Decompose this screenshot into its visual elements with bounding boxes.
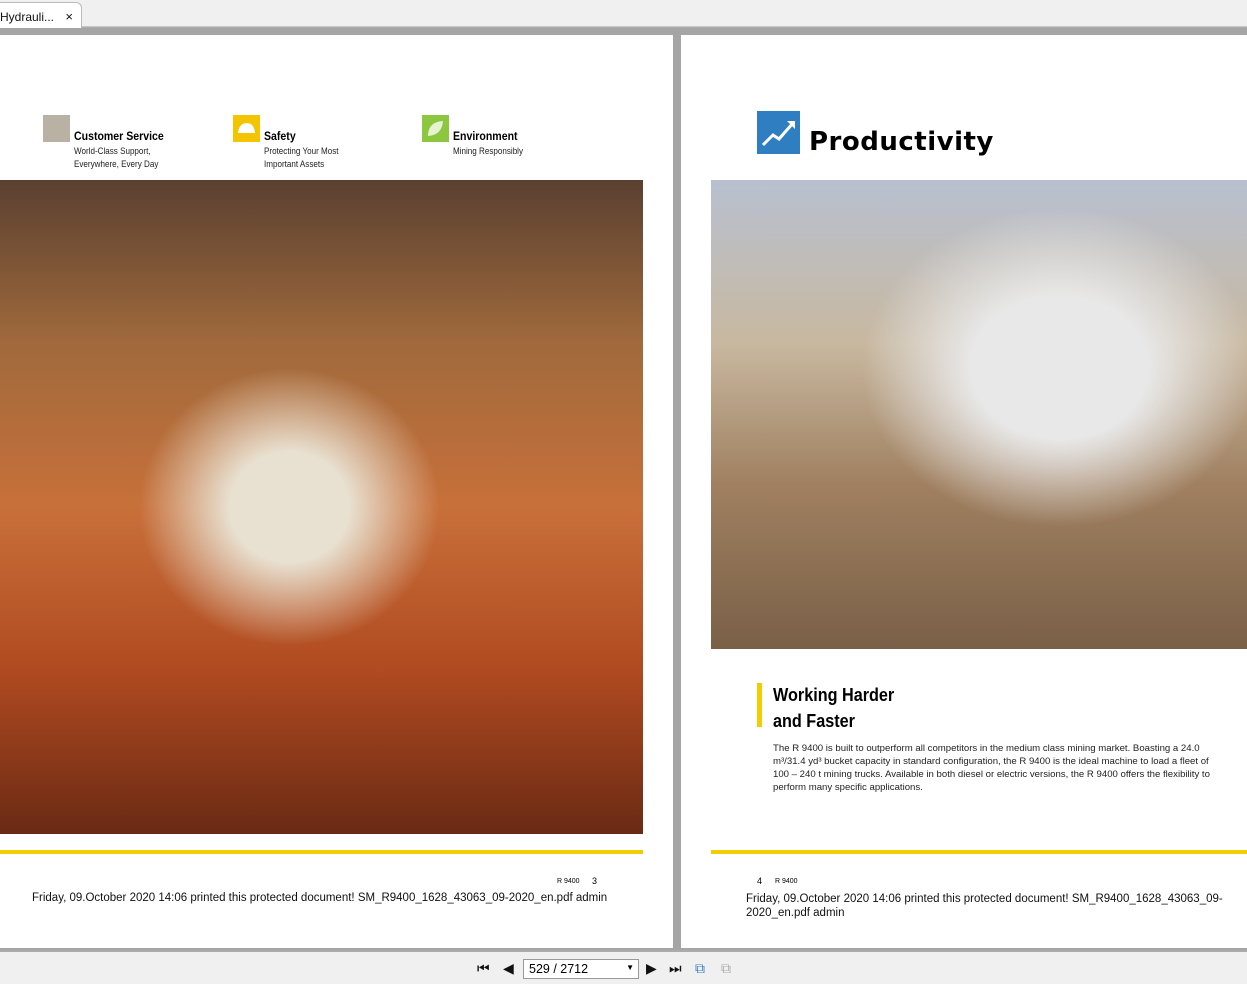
first-page-icon[interactable]: ⏮ [477,960,490,976]
page-3 [0,35,673,948]
feature-title: Environment [453,129,518,143]
excavator-photo [711,180,1247,649]
page-4 [681,35,1247,948]
feature-title: Safety [264,129,296,143]
page-number: 3 [592,876,598,886]
last-page-icon[interactable]: ⏭ [669,960,682,976]
close-tab-icon[interactable]: × [65,9,73,24]
section-title: Productivity [809,127,994,157]
yellow-accent-bar [757,683,762,727]
page-number-select[interactable] [523,959,639,979]
heading: Working Harder and Faster [773,685,895,731]
excavator-photo [0,180,643,834]
model-label: R 9400 [557,878,580,885]
document-tab[interactable] [0,2,82,28]
feature-subtitle: Protecting Your Most Important Assets [264,146,339,170]
feature-subtitle: Mining Responsibly [453,146,524,157]
tab-title: Hydrauli... [0,10,55,24]
navigation-toolbar [0,952,1247,984]
print-watermark: Friday, 09.October 2020 14:06 printed this protected document! SM_R9400_1628_43063_09-2020_en.pdf admin [746,893,1223,919]
previous-page-icon[interactable]: ◀ [503,960,514,976]
hard-hat-icon [233,115,260,142]
page-number-value: 529 / 2712 [529,962,589,976]
leaf-icon [422,115,449,142]
trend-up-icon [757,111,800,154]
next-view-icon[interactable]: ⧉ [721,960,731,976]
handshake-icon [43,115,70,142]
next-page-icon[interactable]: ▶ [646,960,657,976]
print-watermark: Friday, 09.October 2020 14:06 printed this protected document! SM_R9400_1628_43063_09-2020_en.pdf admin [32,892,608,904]
yellow-divider [711,850,1247,854]
model-label: R 9400 [775,878,798,885]
document-viewer[interactable] [0,28,1247,950]
yellow-divider [0,850,643,854]
chevron-down-icon: ▼ [626,963,634,972]
feature-subtitle: World-Class Support, Everywhere, Every Day [74,146,159,170]
previous-view-icon[interactable]: ⧉ [695,960,705,976]
feature-title: Customer Service [74,129,164,143]
page-number: 4 [757,876,763,886]
tab-bar [0,0,1247,27]
body-text: The R 9400 is built to outperform all competitors in the medium class mining market. Boasting a 24.0 m³/31.4 yd³ bucket capacity in standard configuration, the R 9400 is the ideal machine to load a fleet of 100 – 240 t mining trucks. Available in both diesel or electric versions, the R 9400 offers the flexibility to perform many specific applications. [773,743,1210,793]
